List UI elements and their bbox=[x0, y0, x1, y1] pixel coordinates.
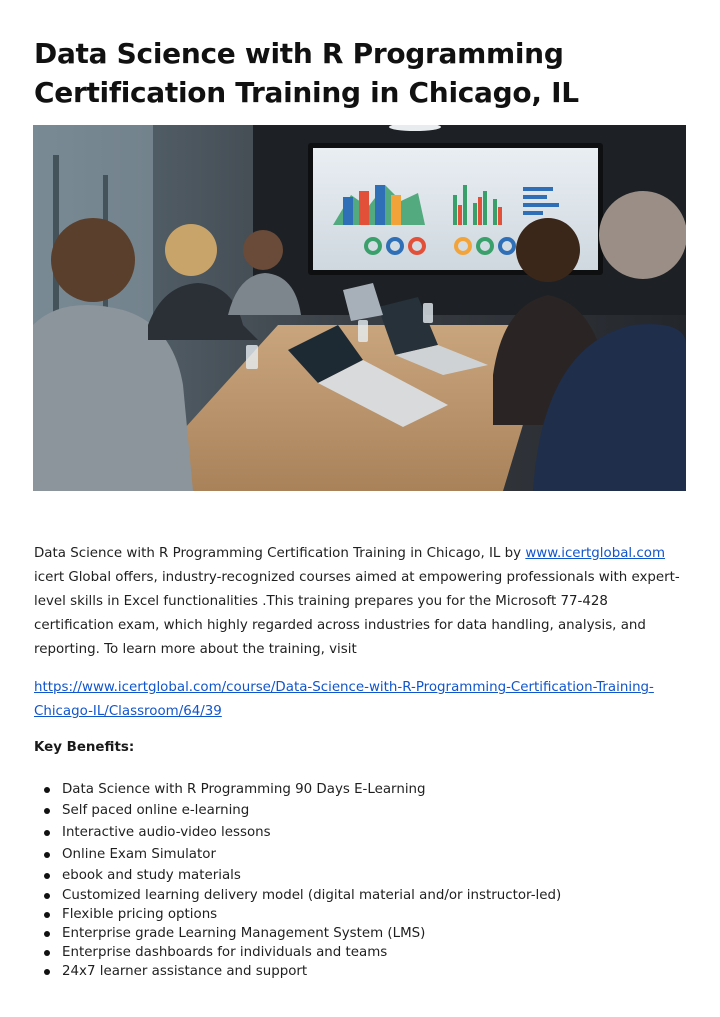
list-item: Interactive audio-video lessons bbox=[34, 822, 674, 844]
bullet-icon bbox=[44, 950, 50, 956]
intro-text-rest: icert Global offers, industry-recognized courses aimed at empowering professionals with expert-level skills in Excel functionalities .This training prepares you for the Microsoft 77-428 certification exam, which highly regarded across industries for data handling, analysis, and reporting. To learn more about the training, visit bbox=[34, 570, 680, 657]
bullet-icon bbox=[44, 893, 50, 899]
bullet-icon bbox=[44, 873, 50, 879]
key-benefits-heading: Key Benefits: bbox=[34, 740, 135, 755]
bullet-icon bbox=[44, 931, 50, 937]
course-url-link[interactable]: https://www.icertglobal.com/course/Data-Science-with-R-Programming-Certification-Training-Chicago-IL/Classroom/64/39 bbox=[34, 680, 654, 719]
list-item: 24x7 learner assistance and support bbox=[34, 962, 674, 981]
meeting-photo bbox=[33, 125, 686, 491]
bullet-icon bbox=[44, 912, 50, 918]
benefits-list bbox=[34, 779, 674, 981]
list-item: Enterprise dashboards for individuals and teams bbox=[34, 943, 674, 962]
intro-text-start: Data Science with R Programming Certification Training in Chicago, IL by bbox=[34, 546, 526, 561]
course-link-paragraph bbox=[34, 676, 689, 724]
bullet-icon bbox=[44, 830, 50, 836]
page-title: Data Science with R Programming Certification Training in Chicago, IL bbox=[34, 37, 579, 109]
bullet-icon bbox=[44, 969, 50, 975]
bullet-icon bbox=[44, 852, 50, 858]
list-item: Flexible pricing options bbox=[34, 905, 674, 924]
list-item: ebook and study materials bbox=[34, 866, 674, 886]
list-item: Data Science with R Programming 90 Days E-Learning bbox=[34, 779, 674, 800]
list-item: Online Exam Simulator bbox=[34, 844, 674, 866]
bullet-icon bbox=[44, 787, 50, 793]
list-item: Customized learning delivery model (digital material and/or instructor-led) bbox=[34, 886, 674, 905]
list-item: Enterprise grade Learning Management System (LMS) bbox=[34, 924, 674, 943]
intro-paragraph bbox=[34, 542, 689, 662]
site-link[interactable]: www.icertglobal.com bbox=[525, 546, 665, 561]
bullet-icon bbox=[44, 808, 50, 814]
list-item: Self paced online e-learning bbox=[34, 800, 674, 822]
